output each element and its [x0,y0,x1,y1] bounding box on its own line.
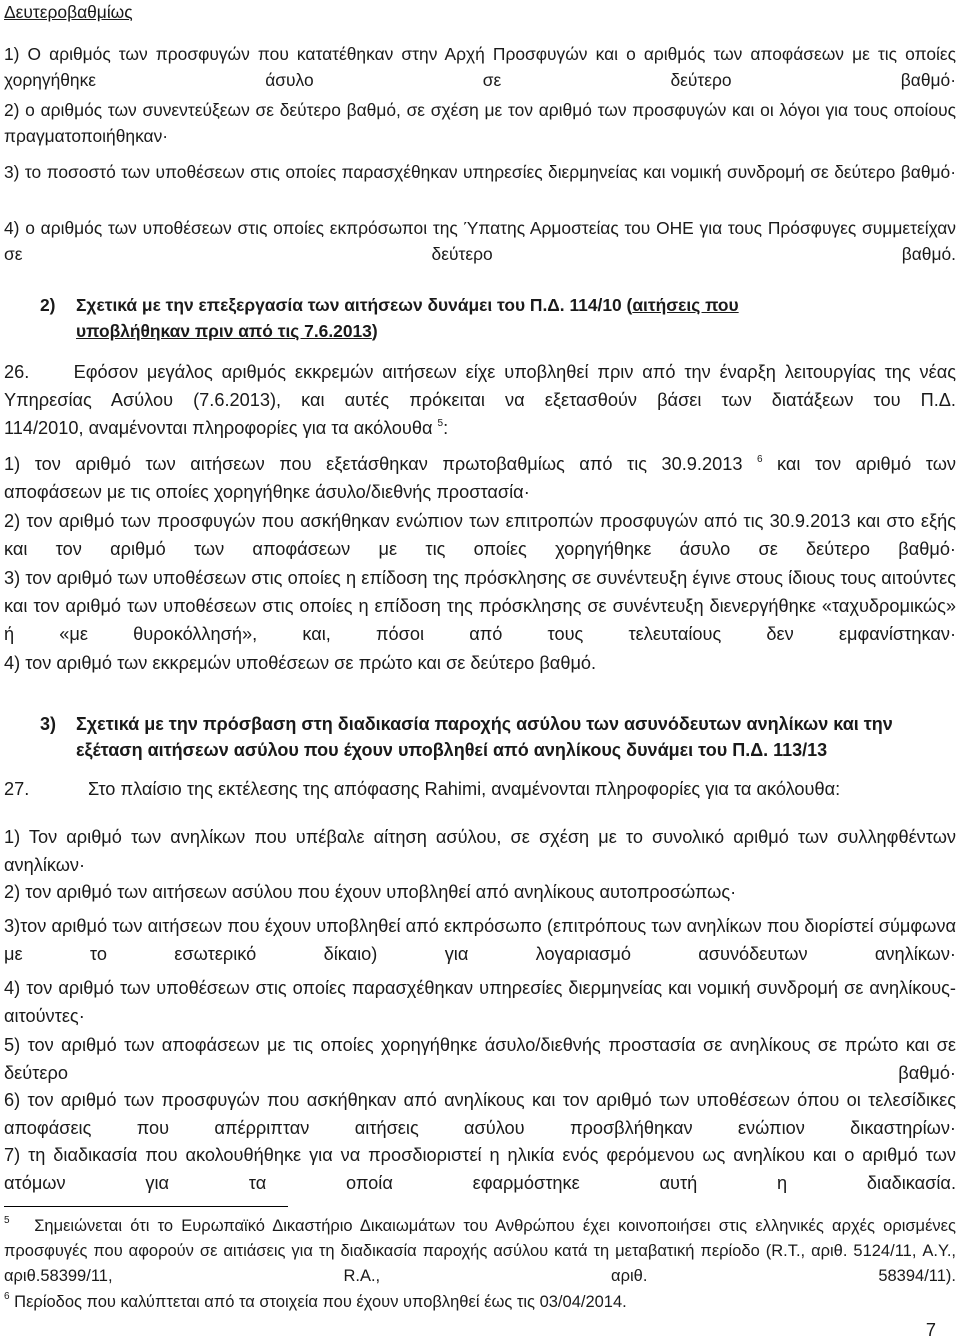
list-item: 2) τον αριθμό των αιτήσεων ασύλου που έχουν υποβληθεί από ανηλίκους αυτοπροσώπως· [4,882,737,902]
list-item-text: και τον αριθμό των [762,454,956,474]
list-item [4,450,956,506]
heading-text: εξέταση αιτήσεων ασύλου που έχουν υποβληθεί από ανηλίκους δυνάμει του Π.Δ. 113/13 [76,740,828,760]
list-item: 3) τον αριθμό των υποθέσεων στις οποίες η επίδοση της πρόσκλησης σε συνέντευξη έγινε στους ίδιους τους αιτούντες και τον αριθμό των υποθέσεων στις οποίες η επίδοση της πρόσκλησης σε συνέντευξη διενεργήθηκε «ταχυδρομικώς» ή «με θυροκόλλησή», και, πόσοι από τους τελευταίους δεν εμφανίστηκαν· [4,568,956,644]
paragraph-number: 26. [4,362,30,382]
paragraph-text: : [443,418,449,438]
section-heading [76,292,876,344]
list-item: 5) τον αριθμό των αποφάσεων με τις οποίες χορηγήθηκε άσυλο/διεθνής προστασία σε ανηλίκους σε πρώτο και σε δεύτερο βαθμό· [4,1035,956,1083]
list-item-text: αποφάσεων με τις οποίες χορηγήθηκε άσυλο/διεθνής προστασία· [4,482,530,502]
page-number: 7 [925,1320,936,1340]
heading-text-underlined: υποβλήθηκαν πριν από τις 7.6.2013 [76,321,372,341]
footnote-ref: 6 [756,454,763,465]
list-item: 6) τον αριθμό των προσφυγών που ασκήθηκαν από ανηλίκους και τον αριθμό των υποθέσεων όπου οι τελεσίδικες αποφάσεις που απέρριπταν αιτήσεις ασύλου προσβλήθηκαν ενώπιον δικαστηρίων· [4,1090,956,1138]
paragraph-26 [4,358,956,442]
list-item: 1) Τον αριθμό των ανηλίκων που υπέβαλε αίτηση ασύλου, σε σχέση με το συνολικό αριθμό των συλληφθέντων ανηλίκων· [4,827,956,875]
footnote-mark: 6 [4,1291,10,1302]
footnote-6 [4,1290,956,1315]
list-item: 4) τον αριθμό των εκκρεμών υποθέσεων σε πρώτο και σε δεύτερο βαθμό. [4,653,597,673]
footnote-text: Σημειώνεται ότι το Ευρωπαϊκό Δικαστήριο Δικαιωμάτων του Ανθρώπου έχει κοινοποιήσει στις ελληνικές αρχές ορισμένες προσφυγές που αφορούν σε αιτιάσεις για τη διαδικασία παροχής ασύλου κατά τη μεταβατική περίοδο (R.T., αριθ. 5124/11, A.Y., αριθ.58399/11, R.A., αριθ. 58394/11). [4,1217,956,1285]
list-item-text: 1) τον αριθμό των αιτήσεων που εξετάσθηκαν πρωτοβαθμίως από τις 30.9.2013 [4,454,743,474]
list-item: 2) τον αριθμό των προσφυγών που ασκήθηκαν ενώπιον των επιτροπών προσφυγών από τις 30.9.2013 και στο εξής και τον αριθμό των αποφάσεων με τις οποίες χορηγήθηκε άσυλο σε δεύτερο βαθμό· [4,511,956,559]
footnote-mark: 5 [4,1215,10,1226]
heading-text: ) [371,321,378,341]
heading-text-underlined: αιτήσεις που [632,295,739,315]
list-item: 7) τη διαδικασία που ακολουθήθηκε για να προσδιοριστεί η ηλικία ενός φερόμενου ως ανηλίκου και ο αριθμό των ατόμων για τα οποία εφαρμόστηκε αυτή η διαδικασία. [4,1145,956,1193]
paragraph-27-text: Στο πλαίσιο της εκτέλεσης της απόφασης Rahimi, αναμένονται πληροφορίες για τα ακόλουθα: [88,779,841,799]
footnote-5 [4,1214,956,1289]
heading-text: Σχετικά με την επεξεργασία των αιτήσεων δυνάμει του Π.Δ. 114/10 ( [76,295,633,315]
footnote-text: Περίοδος που καλύπτεται από τα στοιχεία που έχουν υποβληθεί έως τις 03/04/2014. [14,1293,627,1311]
footnote-ref: 5 [437,418,444,429]
list-item: 4) ο αριθμός των υποθέσεων στις οποίες εκπρόσωποι της Ύπατης Αρμοστείας του ΟΗΕ για τους Πρόσφυγες συμμετείχαν σε δεύτερο βαθμό. [4,218,956,264]
heading-text: Σχετικά με την πρόσβαση στη διαδικασία παροχής ασύλου των ασυνόδευτων ανηλίκων και την [76,714,893,734]
list-item: 3)τον αριθμό των αιτήσεων που έχουν υποβληθεί από εκπρόσωπο (επιτρόπους των ανηλίκων που διορίστεί σύμφωνα με το εσωτερικό δίκαιο) για λογαριασμό ασυνόδευτων ανηλίκων· [4,916,956,964]
list-item: 3) το ποσοστό των υποθέσεων στις οποίες παρασχέθηκαν υπηρεσίες διερμηνείας και νομική συνδρομή σε δεύτερο βαθμό· [4,162,956,182]
list-item: 1) Ο αριθμός των προσφυγών που κατατέθηκαν στην Αρχή Προσφυγών και ο αριθμός των αποφάσεων με τις οποίες χορηγήθηκε άσυλο σε δεύτερο βαθμό· [4,44,956,90]
section-title: Δευτεροβαθμίως [4,2,133,22]
footnote-separator [4,1206,288,1207]
heading-number: 2) [40,295,56,315]
paragraph-text: 114/2010, αναμένονται πληροφορίες για τα ακόλουθα [4,418,433,438]
paragraph-number: 27. [4,779,30,799]
list-item: 2) ο αριθμός των συνεντεύξεων σε δεύτερο βαθμό, σε σχέση με τον αριθμό των προσφυγών και οι λόγοι για τους οποίους πραγματοποιήθηκαν· [4,100,956,146]
paragraph-text: Εφόσον μεγάλος αριθμός εκκρεμών αιτήσεων είχε υποβληθεί πριν από την έναρξη λειτουργίας της νέας Υπηρεσίας Ασύλου (7.6.2013), και αυτές πρόκειται να εξετασθούν βάσει των διατάξεων του Π.Δ. [4,362,956,410]
list-item: 4) τον αριθμό των υποθέσεων στις οποίες παρασχέθηκαν υπηρεσίες διερμηνείας και νομική συνδρομή σε ανηλίκους-αιτούντες· [4,978,956,1026]
heading-number: 3) [40,714,57,734]
section-heading [76,711,936,763]
